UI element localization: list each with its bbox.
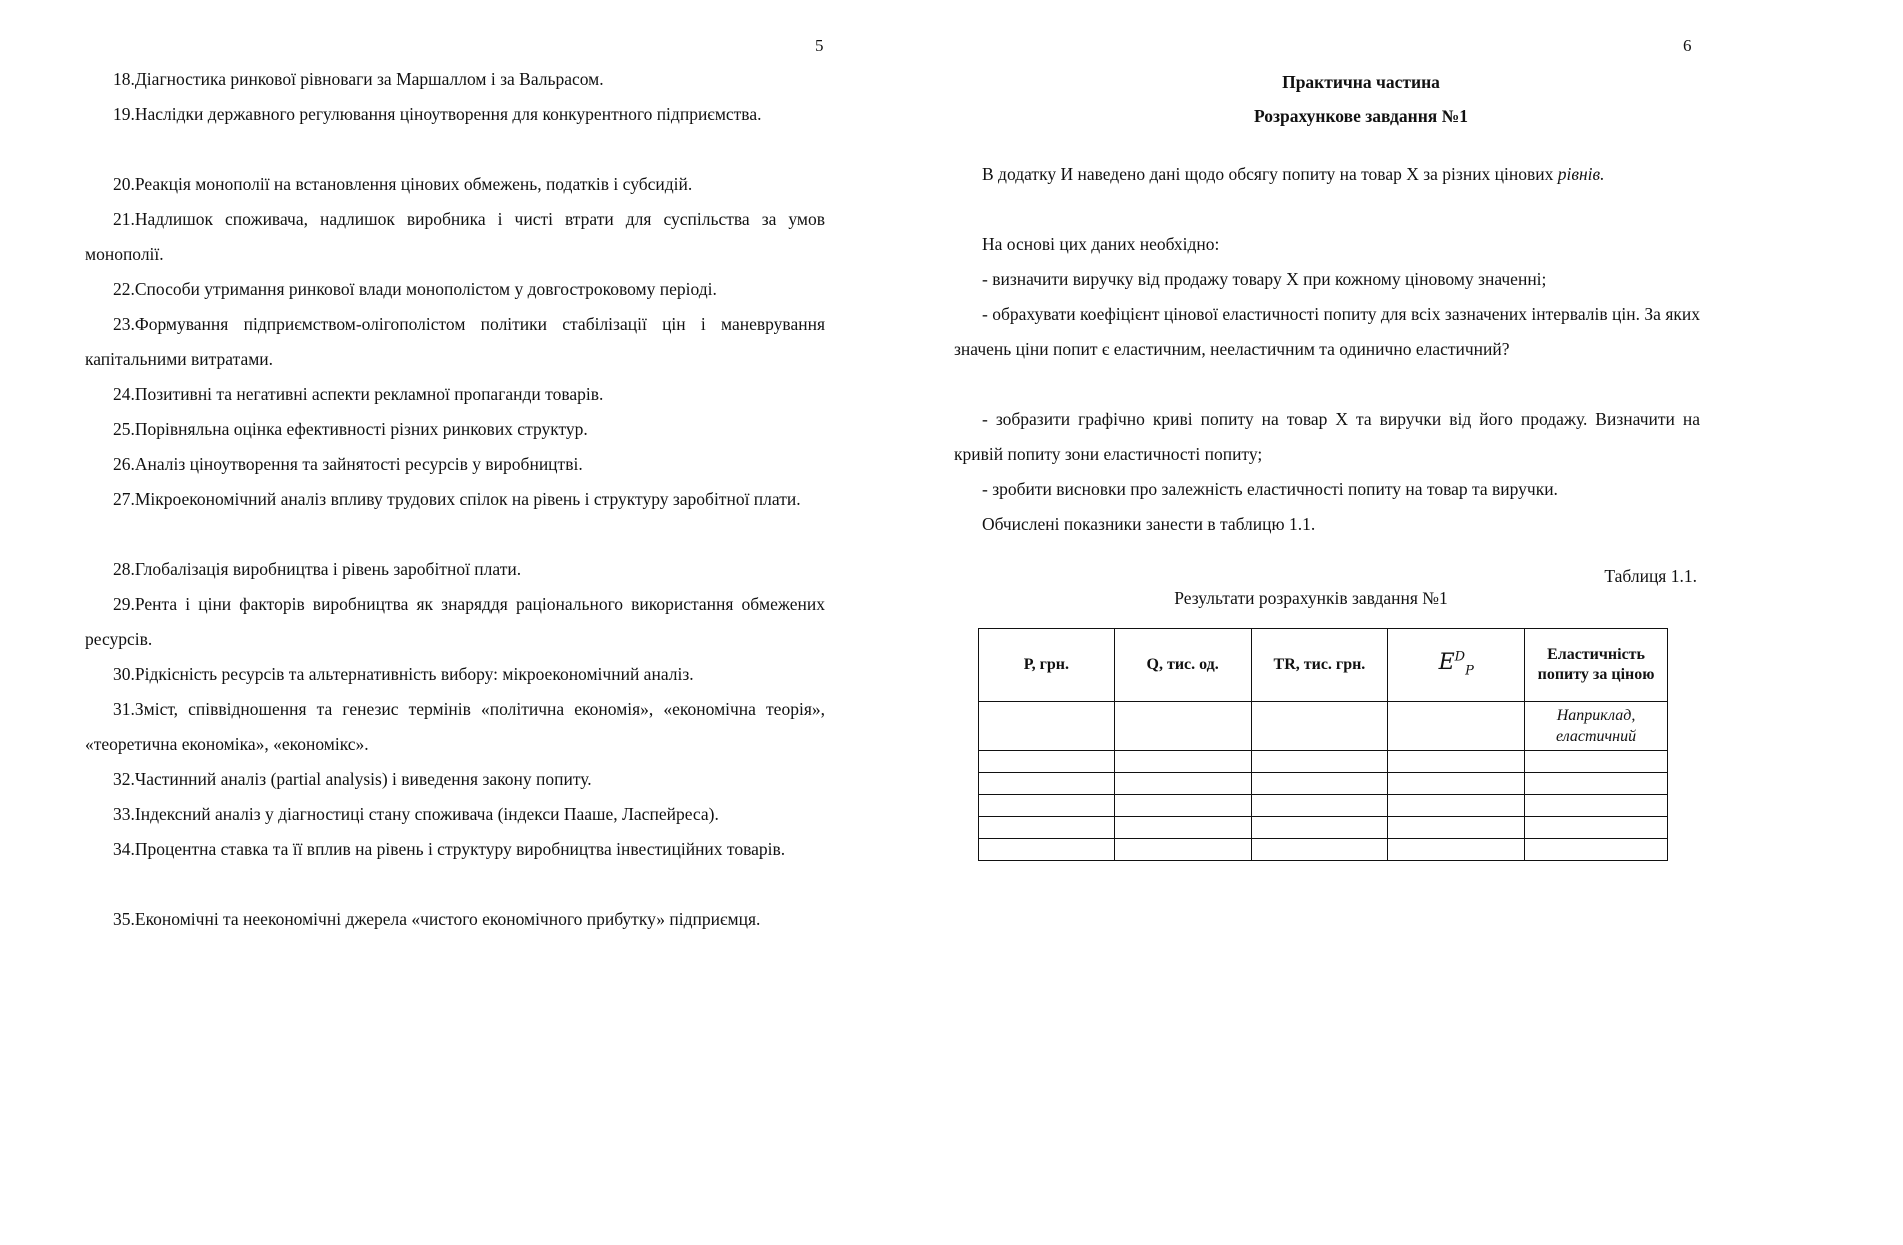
task-item: - зобразити графічно криві попиту на товар X та виручки від його продажу. Визначити на кривій попиту зони еластичності попиту;: [954, 409, 1700, 464]
list-item: 29.Рента і ціни факторів виробництва як знаряддя раціонального використання обмежених ресурсів.: [85, 594, 825, 649]
left-page: [0, 0, 951, 1245]
list-item: 31.Зміст, співвідношення та генезис термінів «політична економія», «економічна теорія», «теоретична економіка», «економікс».: [85, 699, 825, 754]
elasticity-letter: E: [1438, 650, 1455, 676]
list-item: 24.Позитивні та негативні аспекти рекламної пропаганди товарів.: [113, 384, 604, 404]
table-cell: [979, 839, 1115, 861]
table-cell: [1388, 702, 1525, 751]
table-cell: [1251, 817, 1388, 839]
list-item: 35.Економічні та неекономічні джерела «чистого економічного прибутку» підприємця.: [113, 909, 761, 929]
list-item: 34.Процентна ставка та її вплив на рівень і структуру виробництва інвестиційних товарів.: [113, 839, 786, 859]
table-cell: [1251, 795, 1388, 817]
table-cell: [1388, 817, 1525, 839]
header-elasticity-type: Еластичність попиту за ціною: [1525, 629, 1668, 702]
page-number: 6: [1683, 36, 1692, 55]
table-cell: [1251, 839, 1388, 861]
table-cell: [1251, 702, 1388, 751]
table-cell: [1388, 795, 1525, 817]
table-row: [979, 702, 1668, 751]
table-row: [979, 773, 1668, 795]
header-quantity: Q, тис. од.: [1114, 629, 1251, 702]
header-price: Р, грн.: [979, 629, 1115, 702]
header-revenue: TR, тис. грн.: [1251, 629, 1388, 702]
list-item: 18.Діагностика ринкової рівноваги за Маршаллом і за Вальрасом.: [113, 69, 604, 89]
table-cell: [1114, 795, 1251, 817]
table-cell: [1388, 839, 1525, 861]
list-item: 28.Глобалізація виробництва і рівень заробітної плати.: [113, 559, 522, 579]
list-item: 25.Порівняльна оцінка ефективності різних ринкових структур.: [113, 419, 588, 439]
table-title: Результати розрахунків завдання №1: [1174, 588, 1448, 608]
table-cell: [1114, 817, 1251, 839]
task-item: - визначити виручку від продажу товару X при кожному ціновому значенні;: [982, 269, 1547, 289]
conclusion-text: Обчислені показники занести в таблицю 1.1.: [982, 514, 1316, 534]
list-item: 19.Наслідки державного регулювання ціноутворення для конкурентного підприємства.: [113, 104, 762, 124]
sample-cell: Наприклад, еластичний: [1525, 702, 1668, 751]
table-row: [979, 817, 1668, 839]
table-cell: [979, 702, 1115, 751]
table-cell: [1525, 773, 1668, 795]
table-row: [979, 751, 1668, 773]
section-title: Практична частина: [1282, 72, 1440, 92]
elasticity-subscript: P: [1465, 663, 1474, 679]
page-number: 5: [815, 36, 824, 55]
table-cell: [1525, 817, 1668, 839]
intro-paragraph: В додатку И наведено дані щодо обсягу попиту на товар X за різних цінових рівнів.: [982, 164, 1605, 184]
table-cell: [1525, 751, 1668, 773]
list-item: 27.Мікроекономічний аналіз впливу трудових спілок на рівень і структуру заробітної плати.: [113, 489, 801, 509]
list-item: 32.Частинний аналіз (partial analysis) і виведення закону попиту.: [113, 769, 592, 789]
table-cell: [1114, 839, 1251, 861]
table-row: [979, 795, 1668, 817]
table-cell: [1525, 795, 1668, 817]
table-row: [979, 839, 1668, 861]
task-title: Розрахункове завдання №1: [1254, 106, 1468, 126]
results-table: [978, 628, 1668, 861]
based-on-text: На основі цих даних необхідно:: [982, 234, 1220, 254]
header-elasticity-coefficient: [1388, 629, 1525, 702]
table-cell: [1525, 839, 1668, 861]
table-cell: [1251, 751, 1388, 773]
list-item: 21.Надлишок споживача, надлишок виробника і чисті втрати для суспільства за умов монополії.: [85, 209, 825, 264]
list-item: 20.Реакція монополії на встановлення цінових обмежень, податків і субсидій.: [113, 174, 693, 194]
table-header-row: [979, 629, 1668, 702]
task-item: - зробити висновки про залежність еластичності попиту на товар та виручки.: [982, 479, 1558, 499]
list-item: 30.Рідкісність ресурсів та альтернативність вибору: мікроекономічний аналіз.: [113, 664, 694, 684]
list-item: 33.Індексний аналіз у діагностиці стану споживача (індекси Пааше, Ласпейреса).: [113, 804, 719, 824]
table-cell: [1114, 702, 1251, 751]
table-cell: [979, 817, 1115, 839]
intro-italic-word: рівнів.: [1557, 164, 1605, 184]
table-cell: [979, 795, 1115, 817]
elasticity-symbol: [1438, 650, 1474, 679]
table-cell: [1114, 773, 1251, 795]
table-cell: [979, 751, 1115, 773]
table-cell: [1388, 773, 1525, 795]
right-page: [951, 0, 1903, 1245]
list-item: 23.Формування підприємством-олігополістом політики стабілізації цін і маневрування капітальними витратами.: [85, 314, 825, 369]
table-cell: [1251, 773, 1388, 795]
table-cell: [1388, 751, 1525, 773]
table-cell: [1114, 751, 1251, 773]
task-item: - обрахувати коефіцієнт цінової еластичності попиту для всіх зазначених інтервалів цін. За яких значень ціни попит є еластичним, нееластичним та одинично еластичний?: [954, 304, 1700, 359]
elasticity-superscript: D: [1454, 650, 1466, 666]
table-cell: [979, 773, 1115, 795]
table-label: Таблиця 1.1.: [1604, 566, 1697, 586]
list-item: 26.Аналіз ціноутворення та зайнятості ресурсів у виробництві.: [113, 454, 583, 474]
list-item: 22.Способи утримання ринкової влади монополістом у довгостроковому періоді.: [113, 279, 717, 299]
